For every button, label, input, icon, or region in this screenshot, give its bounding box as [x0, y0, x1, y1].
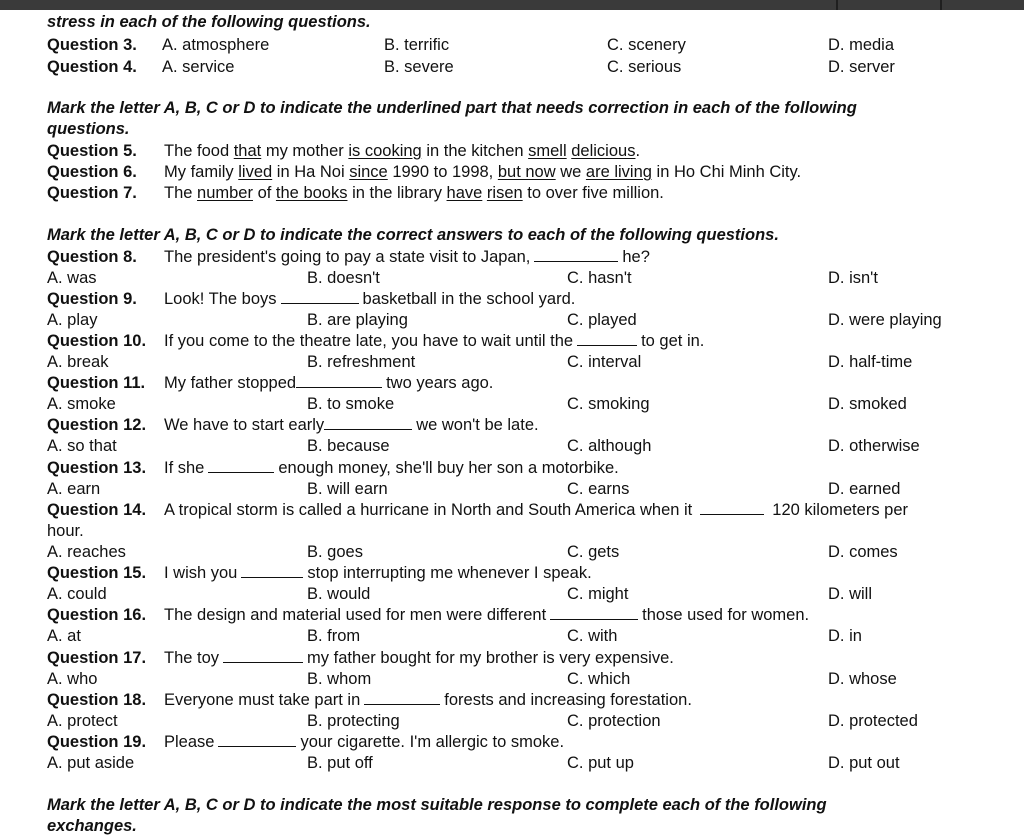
option-b: B. would	[307, 585, 371, 603]
question-text: My family lived in Ha Noi since 1990 to 1998, but now we are living in Ho Chi Minh City.	[164, 163, 802, 181]
option-d: D. smoked	[828, 395, 907, 413]
question-text: My father stopped two years ago.	[164, 374, 494, 392]
answer-blank	[700, 500, 764, 515]
option-a: A. break	[47, 353, 109, 371]
question-text: A tropical storm is called a hurricane in North and South America when it 120 kilometers per	[164, 501, 908, 519]
question-text-continued: hour.	[47, 522, 84, 540]
option-d: D. half-time	[828, 353, 913, 371]
question-text: Look! The boys basketball in the school yard.	[164, 290, 576, 308]
option-c: C. hasn't	[567, 269, 632, 287]
option-c: C. smoking	[567, 395, 650, 413]
answer-blank	[364, 690, 440, 705]
section-instruction: Mark the letter A, B, C or D to indicate the most suitable response to complete each of the following	[47, 796, 827, 814]
section-instruction: exchanges.	[47, 817, 137, 835]
question-label: Question 4.	[47, 58, 137, 76]
option-d: D. media	[828, 36, 895, 54]
underlined-part: but now	[497, 163, 556, 181]
answer-blank	[550, 605, 638, 620]
answer-blank	[208, 458, 274, 473]
option-a: A. reaches	[47, 543, 126, 561]
question-label: Question 17.	[47, 649, 147, 667]
question-label: Question 9.	[47, 290, 137, 308]
question-label: Question 14.	[47, 501, 147, 519]
option-b: B. severe	[384, 58, 454, 76]
question-text: We have to start early we won't be late.	[164, 416, 539, 434]
underlined-part: number	[197, 184, 253, 202]
option-a: A. at	[47, 627, 81, 645]
question-label: Question 10.	[47, 332, 147, 350]
option-b: B. are playing	[307, 311, 408, 329]
option-c: C. put up	[567, 754, 634, 772]
section-instruction-partial: stress in each of the following questions.	[47, 13, 371, 31]
underlined-part: smell	[528, 142, 567, 160]
answer-blank	[577, 331, 637, 346]
option-a: A. earn	[47, 480, 101, 498]
question-label: Question 19.	[47, 733, 147, 751]
question-text: If she enough money, she'll buy her son a motorbike.	[164, 459, 619, 477]
option-c: C. although	[567, 437, 652, 455]
question-text: The design and material used for men were different those used for women.	[164, 606, 810, 624]
underlined-part: have	[446, 184, 483, 202]
answer-blank	[223, 648, 303, 663]
underlined-part: risen	[486, 184, 523, 202]
question-text: If you come to the theatre late, you have to wait until the to get in.	[164, 332, 705, 350]
question-text: I wish you stop interrupting me whenever I speak.	[164, 564, 592, 582]
option-b: B. protecting	[307, 712, 400, 730]
option-d: D. in	[828, 627, 862, 645]
question-label: Question 3.	[47, 36, 137, 54]
option-d: D. will	[828, 585, 872, 603]
option-d: D. earned	[828, 480, 901, 498]
question-text: The toy my father bought for my brother is very expensive.	[164, 649, 674, 667]
option-a: A. atmosphere	[162, 36, 270, 54]
window-top-bar	[0, 0, 1024, 10]
option-c: C. serious	[607, 58, 682, 76]
underlined-part: delicious	[571, 142, 636, 160]
option-a: A. could	[47, 585, 107, 603]
answer-blank	[534, 247, 618, 262]
underlined-part: that	[233, 142, 262, 160]
option-b: B. to smoke	[307, 395, 395, 413]
option-a: A. service	[162, 58, 235, 76]
option-a: A. play	[47, 311, 98, 329]
option-d: D. comes	[828, 543, 898, 561]
option-b: B. whom	[307, 670, 372, 688]
section-instruction: Mark the letter A, B, C or D to indicate the correct answers to each of the following questions.	[47, 226, 779, 244]
question-text: The president's going to pay a state visit to Japan, he?	[164, 248, 650, 266]
option-c: C. protection	[567, 712, 661, 730]
section-instruction: questions.	[47, 120, 130, 138]
option-c: C. played	[567, 311, 637, 329]
option-a: A. smoke	[47, 395, 116, 413]
answer-blank	[281, 289, 359, 304]
option-c: C. interval	[567, 353, 642, 371]
option-a: A. who	[47, 670, 98, 688]
option-b: B. doesn't	[307, 269, 380, 287]
underlined-part: are living	[585, 163, 652, 181]
option-b: B. from	[307, 627, 361, 645]
question-text: Everyone must take part in forests and increasing forestation.	[164, 691, 692, 709]
option-a: A. was	[47, 269, 97, 287]
option-c: C. might	[567, 585, 629, 603]
underlined-part: lived	[238, 163, 273, 181]
answer-blank	[241, 563, 303, 578]
top-bar-divider	[940, 0, 942, 10]
option-c: C. with	[567, 627, 618, 645]
option-c: C. which	[567, 670, 631, 688]
question-text: Please your cigarette. I'm allergic to smoke.	[164, 733, 565, 751]
question-label: Question 5.	[47, 142, 137, 160]
answer-blank	[324, 415, 412, 430]
question-label: Question 8.	[47, 248, 137, 266]
option-c: C. earns	[567, 480, 630, 498]
question-label: Question 18.	[47, 691, 147, 709]
option-a: A. protect	[47, 712, 118, 730]
question-text: The food that my mother is cooking in the kitchen smell delicious.	[164, 142, 641, 160]
question-label: Question 6.	[47, 163, 137, 181]
option-d: D. otherwise	[828, 437, 920, 455]
question-label: Question 7.	[47, 184, 137, 202]
underlined-part: since	[349, 163, 388, 181]
answer-blank	[296, 373, 382, 388]
option-b: B. because	[307, 437, 390, 455]
question-label: Question 13.	[47, 459, 147, 477]
option-d: D. put out	[828, 754, 900, 772]
section-instruction: Mark the letter A, B, C or D to indicate the underlined part that needs correction in each of the following	[47, 99, 857, 117]
worksheet-page	[0, 10, 1024, 835]
option-b: B. put off	[307, 754, 373, 772]
question-label: Question 15.	[47, 564, 147, 582]
question-text: The number of the books in the library have risen to over five million.	[164, 184, 664, 202]
option-d: D. isn't	[828, 269, 878, 287]
option-a: A. so that	[47, 437, 117, 455]
answer-blank	[218, 732, 296, 747]
option-b: B. refreshment	[307, 353, 416, 371]
question-label: Question 11.	[47, 374, 146, 392]
option-d: D. protected	[828, 712, 918, 730]
option-c: C. scenery	[607, 36, 686, 54]
option-d: D. were playing	[828, 311, 942, 329]
option-b: B. will earn	[307, 480, 388, 498]
question-label: Question 16.	[47, 606, 147, 624]
option-b: B. goes	[307, 543, 363, 561]
option-d: D. whose	[828, 670, 897, 688]
question-label: Question 12.	[47, 416, 147, 434]
option-b: B. terrific	[384, 36, 450, 54]
underlined-part: is cooking	[348, 142, 422, 160]
option-c: C. gets	[567, 543, 620, 561]
underlined-part: the books	[275, 184, 348, 202]
option-d: D. server	[828, 58, 895, 76]
top-bar-divider	[836, 0, 838, 10]
option-a: A. put aside	[47, 754, 135, 772]
